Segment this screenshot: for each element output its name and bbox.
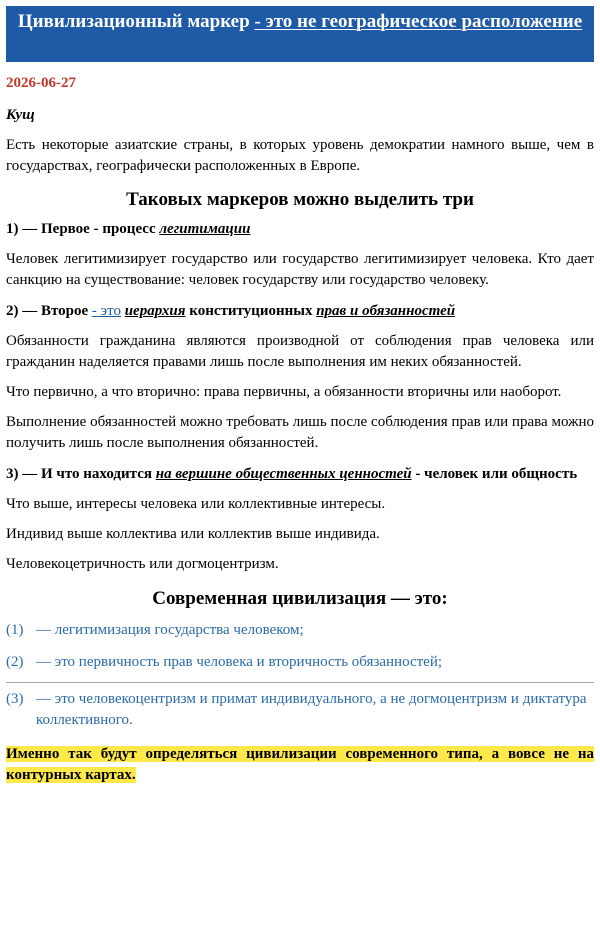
marker-3-paragraph-3: Человекоцетричность или догмоцентризм. (6, 556, 279, 572)
title-part-2: - это не географическое расположение (254, 11, 583, 32)
article-body (6, 62, 594, 786)
modern-civilization-list (6, 620, 594, 731)
list-item-number: (1) (6, 622, 24, 638)
markers-heading: Таковых маркеров можно выделить три (126, 189, 474, 210)
publication-date: 2026-06-27 (6, 75, 76, 91)
marker-3-paragraph-2: Индивид выше коллектива или коллектив выше индивида. (6, 526, 380, 542)
marker-1-paragraph: Человек легитимизирует государство или государство легитимизирует человека. Кто дает санкцию на существование: человек государству или государство человеку. (6, 251, 594, 288)
marker-2-link[interactable]: - это (91, 303, 121, 319)
marker-2-paragraph-2: Что первично, а что вторично: права первичны, а обязанности вторичны или наоборот. (6, 384, 562, 400)
marker-2-heading (6, 301, 594, 322)
marker-3-term: на вершине общественных ценностей (155, 466, 412, 482)
list-item-text: — это первичность прав человека и вторичность обязанностей; (36, 654, 443, 670)
marker-1-heading (6, 219, 594, 240)
list-item-text: — это человекоцентризм и примат индивидуального, а не догмоцентризм и диктатура коллективного. (36, 691, 587, 728)
author-name: Кущ (6, 107, 35, 123)
marker-2-paragraph-1: Обязанности гражданина являются производной от соблюдения прав человека или гражданин наделяется правами лишь после выполнения им неких обязанностей. (6, 333, 594, 370)
list-item (6, 620, 594, 641)
marker-2-term-1: иерархия (124, 303, 186, 319)
conclusion-highlight: Именно так будут определяться цивилизации современного типа, а вовсе не на контурных картах. (6, 746, 594, 783)
list-item (6, 689, 594, 731)
marker-1-lead: 1) — Первое - процесс (6, 221, 160, 237)
marker-3-lead: 3) — И что находится (6, 466, 156, 482)
intro-paragraph: Есть некоторые азиатские страны, в которых уровень демократии намного выше, чем в государствах, географически расположенных в Европе. (6, 137, 594, 174)
conclusion-block (6, 744, 594, 786)
marker-2-mid: конституционных (185, 303, 317, 319)
list-item-text: — легитимизация государства человеком; (36, 622, 304, 638)
marker-3-tail: - человек или общность (411, 466, 578, 482)
list-divider (6, 682, 594, 731)
marker-3-paragraph-1: Что выше, интересы человека или коллективные интересы. (6, 496, 386, 512)
marker-1-term: легитимации (159, 221, 251, 237)
marker-3-heading (6, 464, 594, 485)
list-item-number: (3) (6, 691, 24, 707)
title-part-1: Цивилизационный маркер (17, 11, 255, 32)
marker-2-lead: 2) — Второе (6, 303, 92, 319)
modern-civilization-heading: Современная цивилизация — это: (152, 588, 448, 609)
marker-2-paragraph-3: Выполнение обязанностей можно требовать лишь после соблюдения прав или права можно получить лишь после выполнения обязанностей. (6, 414, 594, 451)
article-title (6, 6, 594, 62)
list-item-number: (2) (6, 654, 24, 670)
list-item (6, 652, 594, 673)
marker-2-term-2: прав и обязанностей (316, 303, 456, 319)
